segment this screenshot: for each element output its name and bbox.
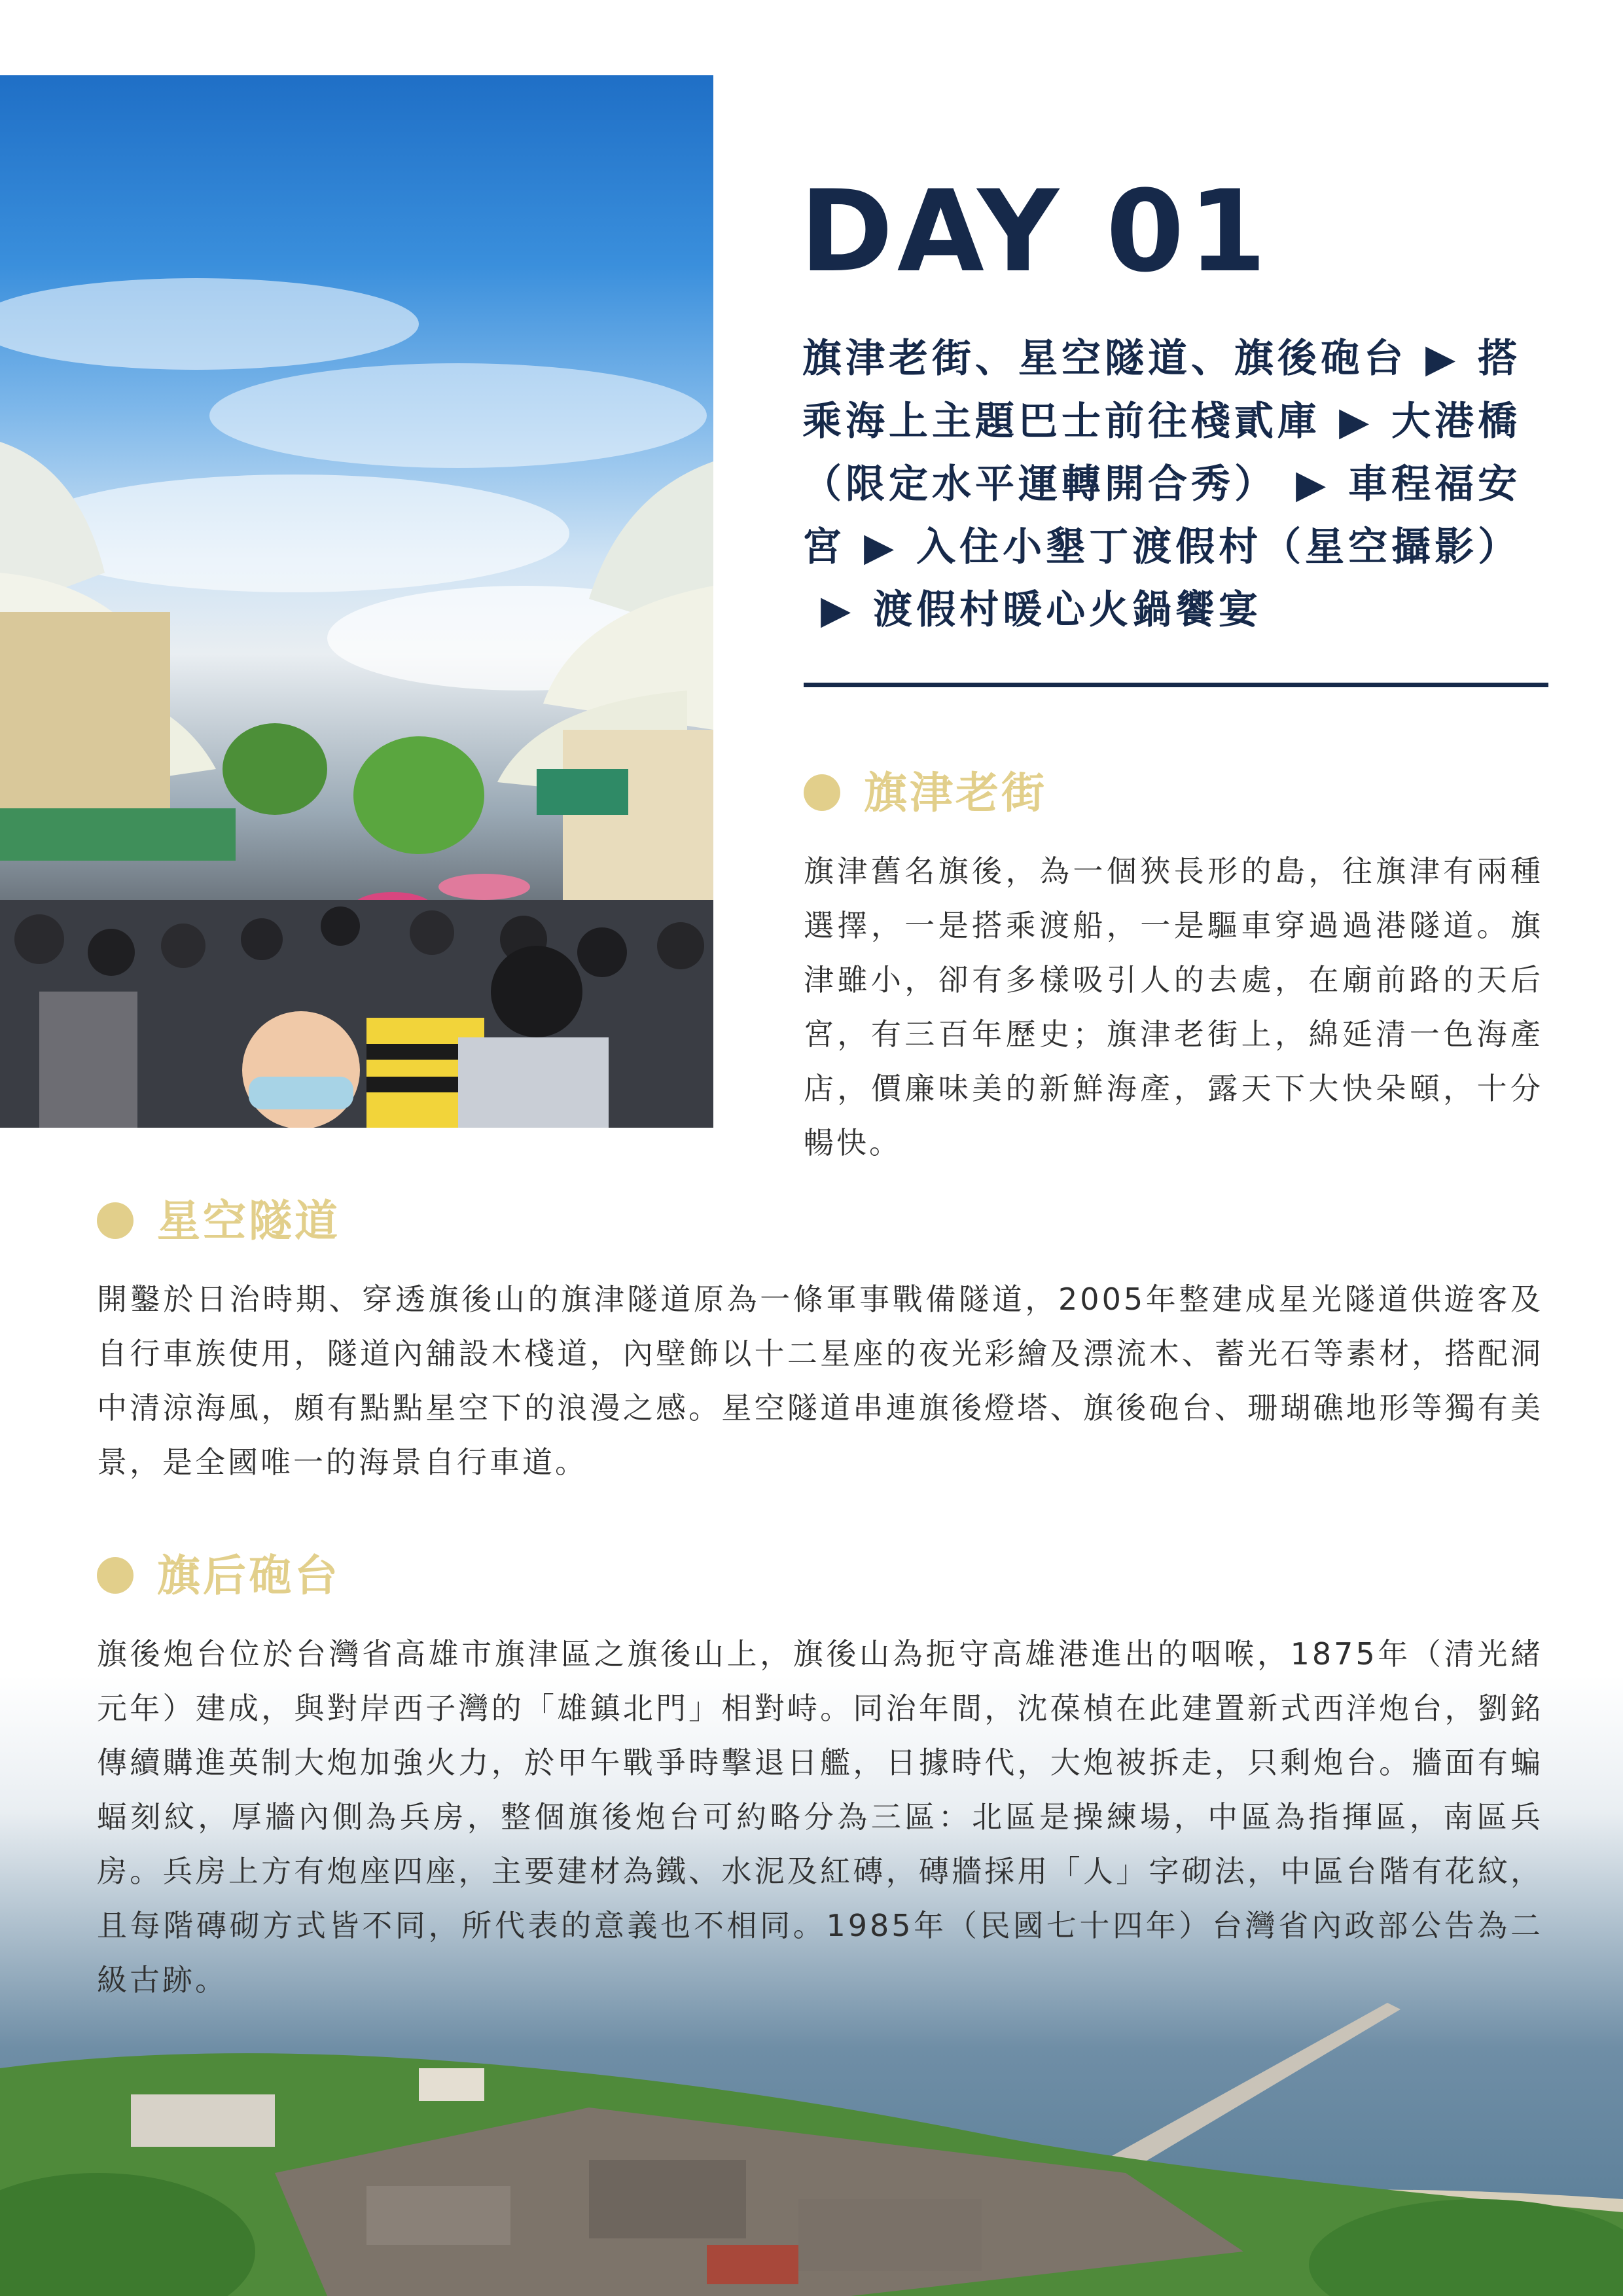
route-divider: [804, 683, 1548, 687]
route-arrow-icon: ▶: [1339, 399, 1374, 444]
route-stop: 大港橋（限定水平運轉開合秀）: [802, 399, 1522, 507]
route-arrow-icon: ▶: [864, 524, 899, 570]
route-stop: 車程福安宮: [802, 461, 1522, 570]
route-arrow-icon: ▶: [1296, 461, 1330, 507]
section-heading-star-tunnel: [97, 1195, 340, 1246]
bullet-dot-icon: [97, 1202, 134, 1239]
route-stop: 入住小墾丁渡假村（星空攝影）: [916, 524, 1522, 570]
route-arrow-icon: ▶: [1425, 336, 1460, 382]
route-stop: 搭乘海上主題巴士前往棧貳庫: [802, 336, 1522, 444]
route-stop: 旗津老街、星空隧道、旗後砲台: [802, 336, 1407, 382]
section-heading-qijin-street: [804, 767, 1047, 818]
section-title: 旗后砲台: [157, 1550, 340, 1601]
section-heading-cihou-fort: [97, 1550, 340, 1601]
route-itinerary: [802, 327, 1555, 641]
street-market-illustration: [0, 75, 713, 1128]
bullet-dot-icon: [97, 1557, 134, 1594]
section-title: 旗津老街: [864, 767, 1047, 818]
cihou-fort-description: 旗後炮台位於台灣省高雄市旗津區之旗後山上，旗後山為扼守高雄港進出的咽喉，1875年（清光緒元年）建成，與對岸西子灣的「雄鎮北門」相對峙。同治年間，沈葆楨在此建置新式西洋炮台，劉銘傳續購進英制大炮加強火力，於甲午戰爭時擊退日艦，日據時代，大炮被拆走，只剩炮台。牆面有蝙蝠刻紋，厚牆內側為兵房，整個旗後炮台可約略分為三區：北區是操練場，中區為指揮區，南區兵房。兵房上方有炮座四座，主要建材為鐵、水泥及紅磚，磚牆採用「人」字砌法，中區台階有花紋，且每階磚砌方式皆不同，所代表的意義也不相同。1985年（民國七十四年）台灣省內政部公告為二級古跡。: [97, 1636, 1543, 1998]
bullet-dot-icon: [804, 774, 840, 811]
route-stop: 渡假村暖心火鍋饗宴: [873, 587, 1262, 633]
day-title: DAY 01: [800, 166, 1271, 297]
qijin-street-description: 旗津舊名旗後，為一個狹長形的島，往旗津有兩種選擇，一是搭乘渡船，一是驅車穿過過港隧道。旗津雖小，卻有多樣吸引人的去處，在廟前路的天后宮，有三百年歷史；旗津老街上，綿延清一色海產店，價廉味美的新鮮海產，露天下大快朵頤，十分暢快。: [804, 853, 1543, 1160]
section-title: 星空隧道: [157, 1195, 340, 1246]
street-market-photo: [0, 75, 713, 1128]
route-arrow-icon: ▶: [821, 587, 855, 633]
star-tunnel-description: 開鑿於日治時期、穿透旗後山的旗津隧道原為一條軍事戰備隧道，2005年整建成星光隧道供遊客及自行車族使用，隧道內舖設木棧道，內壁飾以十二星座的夜光彩繪及漂流木、蓄光石等素材，搭配洞中清涼海風，頗有點點星空下的浪漫之感。星空隧道串連旗後燈塔、旗後砲台、珊瑚礁地形等獨有美景，是全國唯一的海景自行車道。: [97, 1282, 1543, 1480]
